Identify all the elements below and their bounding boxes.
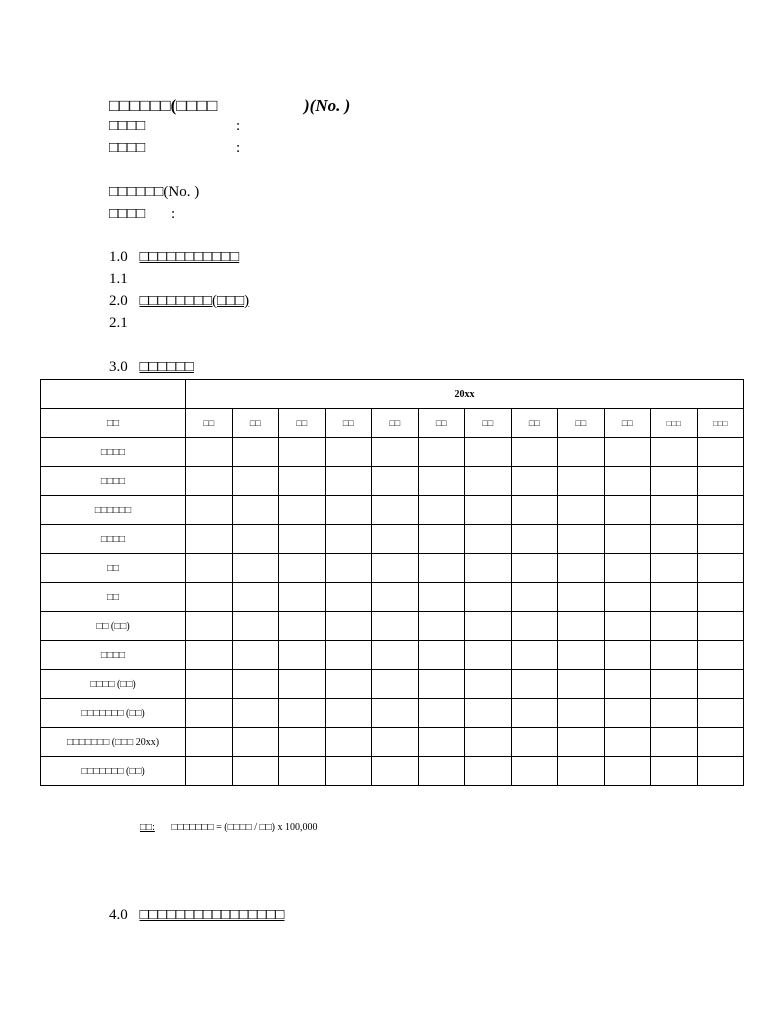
table-cell[interactable] xyxy=(651,612,698,641)
table-row-label: □□□□□□□ (□□) xyxy=(41,757,186,786)
table-row-label: □□ xyxy=(41,583,186,612)
table-cell[interactable] xyxy=(186,438,233,467)
table-cell[interactable] xyxy=(604,757,651,786)
table-cell[interactable] xyxy=(651,670,698,699)
table-cell[interactable] xyxy=(511,728,558,757)
table-cell[interactable] xyxy=(651,641,698,670)
table-row-label: □□ (□□) xyxy=(41,612,186,641)
table-cell[interactable] xyxy=(372,554,419,583)
table-row xyxy=(41,757,744,786)
table-cell[interactable] xyxy=(186,670,233,699)
table-row xyxy=(41,554,744,583)
table-cell[interactable] xyxy=(465,757,512,786)
table-cell[interactable] xyxy=(651,496,698,525)
table-cell[interactable] xyxy=(232,496,279,525)
table-cell[interactable] xyxy=(651,699,698,728)
section-number: 2.1 xyxy=(109,315,128,331)
table-cell[interactable] xyxy=(558,728,605,757)
section-number: 3.0 xyxy=(109,359,128,375)
table-cell[interactable] xyxy=(279,467,326,496)
table-row xyxy=(41,699,744,728)
table-row-label: □□□□ xyxy=(41,525,186,554)
table-row-label: □□□□ xyxy=(41,467,186,496)
table-row xyxy=(41,438,744,467)
table-month-header: □□ xyxy=(511,409,558,438)
table-cell[interactable] xyxy=(465,612,512,641)
table-month-header: □□ xyxy=(465,409,512,438)
table-cell[interactable] xyxy=(511,757,558,786)
table-cell[interactable] xyxy=(325,438,372,467)
table-cell[interactable] xyxy=(604,641,651,670)
table-cell[interactable] xyxy=(325,728,372,757)
table-cell[interactable] xyxy=(418,699,465,728)
field1-colon: : xyxy=(236,118,241,134)
table-cell[interactable] xyxy=(325,467,372,496)
section-heading: □□□□□□□□(□□□) xyxy=(139,293,250,309)
table-cell[interactable] xyxy=(186,583,233,612)
section-2-1 xyxy=(109,315,128,332)
table-cell[interactable] xyxy=(186,728,233,757)
field2-colon: : xyxy=(236,140,241,156)
section-4-0 xyxy=(109,907,284,924)
table-cell[interactable] xyxy=(558,583,605,612)
table-year-header: 20xx xyxy=(186,380,744,409)
table-cell[interactable] xyxy=(372,467,419,496)
table-cell[interactable] xyxy=(372,757,419,786)
ref-date-colon: : xyxy=(171,206,176,222)
section-heading: □□□□□□□□□□□□□□□□ xyxy=(139,907,285,923)
table-cell[interactable] xyxy=(418,757,465,786)
section-number: 1.0 xyxy=(109,249,128,265)
table-cell[interactable] xyxy=(465,438,512,467)
table-cell[interactable] xyxy=(186,496,233,525)
table-cell[interactable] xyxy=(511,670,558,699)
table-cell[interactable] xyxy=(372,496,419,525)
table-corner-label: □□ xyxy=(41,409,186,438)
table-cell[interactable] xyxy=(418,641,465,670)
table-cell[interactable] xyxy=(325,757,372,786)
table-month-header: □□ xyxy=(558,409,605,438)
table-month-header: □□ xyxy=(325,409,372,438)
table-cell[interactable] xyxy=(558,525,605,554)
table-cell[interactable] xyxy=(604,438,651,467)
table-cell[interactable] xyxy=(697,757,744,786)
table-cell[interactable] xyxy=(186,641,233,670)
table-cell[interactable] xyxy=(558,641,605,670)
table-cell[interactable] xyxy=(418,438,465,467)
table-cell[interactable] xyxy=(232,699,279,728)
table-cell[interactable] xyxy=(186,612,233,641)
table-month-header: □□ xyxy=(372,409,419,438)
table-row xyxy=(41,583,744,612)
table-cell[interactable] xyxy=(651,467,698,496)
table-cell[interactable] xyxy=(511,438,558,467)
table-cell[interactable] xyxy=(465,641,512,670)
table-month-header: □□ xyxy=(418,409,465,438)
table-cell[interactable] xyxy=(279,554,326,583)
table-cell[interactable] xyxy=(697,641,744,670)
table-year-row xyxy=(41,380,744,409)
table-cell[interactable] xyxy=(186,554,233,583)
table-cell[interactable] xyxy=(511,525,558,554)
table-cell[interactable] xyxy=(232,641,279,670)
section-number: 4.0 xyxy=(109,907,128,923)
table-cell[interactable] xyxy=(232,728,279,757)
section-number: 2.0 xyxy=(109,293,128,309)
section-1-1 xyxy=(109,271,128,288)
section-3-0 xyxy=(109,359,194,376)
form-title xyxy=(109,96,217,116)
table-row xyxy=(41,496,744,525)
section-2-0 xyxy=(109,293,249,310)
form-title-right: )(No. ) xyxy=(304,96,351,115)
table-cell[interactable] xyxy=(418,467,465,496)
table-cell[interactable] xyxy=(418,496,465,525)
table-cell[interactable] xyxy=(697,612,744,641)
table-cell[interactable] xyxy=(604,699,651,728)
table-cell[interactable] xyxy=(325,554,372,583)
table-month-header: □□□ xyxy=(697,409,744,438)
table-cell[interactable] xyxy=(465,728,512,757)
table-cell[interactable] xyxy=(232,757,279,786)
table-cell[interactable] xyxy=(697,496,744,525)
table-note xyxy=(140,822,317,833)
table-cell[interactable] xyxy=(558,757,605,786)
table-cell[interactable] xyxy=(418,670,465,699)
table-cell[interactable] xyxy=(279,496,326,525)
table-cell[interactable] xyxy=(511,496,558,525)
table-row xyxy=(41,641,744,670)
table-cell[interactable] xyxy=(465,525,512,554)
table-cell[interactable] xyxy=(558,670,605,699)
table-cell[interactable] xyxy=(697,525,744,554)
table-row-label: □□□□ (□□) xyxy=(41,670,186,699)
table-cell[interactable] xyxy=(697,467,744,496)
table-cell[interactable] xyxy=(325,525,372,554)
table-row-label: □□□□□□□ (□□□ 20xx) xyxy=(41,728,186,757)
table-cell[interactable] xyxy=(511,612,558,641)
table-cell[interactable] xyxy=(651,438,698,467)
table-cell[interactable] xyxy=(651,583,698,612)
table-cell[interactable] xyxy=(186,699,233,728)
table-cell[interactable] xyxy=(697,554,744,583)
table-cell[interactable] xyxy=(558,699,605,728)
table-cell[interactable] xyxy=(279,728,326,757)
table-cell[interactable] xyxy=(465,467,512,496)
table-cell[interactable] xyxy=(604,467,651,496)
statistics-table xyxy=(40,379,744,786)
table-cell[interactable] xyxy=(372,525,419,554)
table-cell[interactable] xyxy=(697,699,744,728)
table-row-label: □□□□ xyxy=(41,641,186,670)
table-month-header: □□ xyxy=(232,409,279,438)
table-cell[interactable] xyxy=(697,438,744,467)
table-cell[interactable] xyxy=(372,583,419,612)
table-cell[interactable] xyxy=(465,583,512,612)
table-cell[interactable] xyxy=(372,670,419,699)
table-row xyxy=(41,728,744,757)
table-cell[interactable] xyxy=(511,554,558,583)
section-heading: □□□□□□ xyxy=(139,359,194,375)
table-cell[interactable] xyxy=(465,554,512,583)
table-cell[interactable] xyxy=(604,670,651,699)
table-cell[interactable] xyxy=(372,438,419,467)
table-cell[interactable] xyxy=(232,438,279,467)
table-row-label: □□□□□□ xyxy=(41,496,186,525)
table-cell[interactable] xyxy=(325,583,372,612)
table-cell[interactable] xyxy=(651,757,698,786)
form-title-number xyxy=(304,96,350,116)
table-cell[interactable] xyxy=(418,525,465,554)
table-row xyxy=(41,525,744,554)
table-cell[interactable] xyxy=(325,699,372,728)
table-cell[interactable] xyxy=(372,612,419,641)
table-cell[interactable] xyxy=(418,728,465,757)
table-cell[interactable] xyxy=(325,641,372,670)
table-cell[interactable] xyxy=(511,699,558,728)
field1-label: □□□□ xyxy=(109,118,146,134)
table-cell[interactable] xyxy=(279,670,326,699)
table-cell[interactable] xyxy=(372,728,419,757)
table-cell[interactable] xyxy=(232,554,279,583)
table-cell[interactable] xyxy=(511,641,558,670)
table-cell[interactable] xyxy=(697,583,744,612)
field2-label: □□□□ xyxy=(109,140,146,156)
table-month-header: □□ xyxy=(604,409,651,438)
table-cell[interactable] xyxy=(232,525,279,554)
table-cell[interactable] xyxy=(558,467,605,496)
table-cell[interactable] xyxy=(325,496,372,525)
table-cell[interactable] xyxy=(418,583,465,612)
table-cell[interactable] xyxy=(279,525,326,554)
table-row xyxy=(41,670,744,699)
table-cell[interactable] xyxy=(232,670,279,699)
table-month-header: □□ xyxy=(186,409,233,438)
table-cell[interactable] xyxy=(232,583,279,612)
table-cell[interactable] xyxy=(279,612,326,641)
table-cell[interactable] xyxy=(651,728,698,757)
table-cell[interactable] xyxy=(604,583,651,612)
table-cell[interactable] xyxy=(325,612,372,641)
ref-label: □□□□□□(No. ) xyxy=(109,184,200,200)
table-cell[interactable] xyxy=(418,612,465,641)
table-cell[interactable] xyxy=(279,757,326,786)
table-cell[interactable] xyxy=(232,467,279,496)
table-cell[interactable] xyxy=(279,438,326,467)
table-row xyxy=(41,467,744,496)
table-cell[interactable] xyxy=(511,583,558,612)
table-row-label: □□□□ xyxy=(41,438,186,467)
table-cell[interactable] xyxy=(465,699,512,728)
table-cell[interactable] xyxy=(558,554,605,583)
table-corner-cell xyxy=(41,380,186,409)
table-cell[interactable] xyxy=(232,612,279,641)
table-cell[interactable] xyxy=(465,496,512,525)
table-cell[interactable] xyxy=(604,612,651,641)
note-label: □□: xyxy=(140,822,155,833)
table-cell[interactable] xyxy=(511,467,558,496)
table-cell[interactable] xyxy=(604,525,651,554)
table-cell[interactable] xyxy=(651,525,698,554)
table-cell[interactable] xyxy=(651,554,698,583)
table-row xyxy=(41,612,744,641)
section-number: 1.1 xyxy=(109,271,128,287)
table-cell[interactable] xyxy=(279,641,326,670)
table-cell[interactable] xyxy=(279,583,326,612)
table-row-label: □□ xyxy=(41,554,186,583)
table-cell[interactable] xyxy=(558,496,605,525)
table-cell[interactable] xyxy=(558,612,605,641)
table-month-header: □□□ xyxy=(651,409,698,438)
table-cell[interactable] xyxy=(186,757,233,786)
section-heading: □□□□□□□□□□□ xyxy=(139,249,240,265)
table-cell[interactable] xyxy=(604,728,651,757)
table-cell[interactable] xyxy=(186,467,233,496)
ref-date-label: □□□□ xyxy=(109,206,146,222)
table-cell[interactable] xyxy=(697,670,744,699)
table-cell[interactable] xyxy=(697,728,744,757)
table-cell[interactable] xyxy=(325,670,372,699)
form-title-left: □□□□□□(□□□□ xyxy=(109,96,218,115)
table-row-label: □□□□□□□ (□□) xyxy=(41,699,186,728)
table-month-row xyxy=(41,409,744,438)
table-month-header: □□ xyxy=(279,409,326,438)
note-text: □□□□□□□ = (□□□□ / □□) x 100,000 xyxy=(171,822,318,833)
table-cell[interactable] xyxy=(558,438,605,467)
section-1-0 xyxy=(109,249,239,266)
table-cell[interactable] xyxy=(186,525,233,554)
table-cell[interactable] xyxy=(279,699,326,728)
table-cell[interactable] xyxy=(604,496,651,525)
table-cell[interactable] xyxy=(465,670,512,699)
table-cell[interactable] xyxy=(372,699,419,728)
table-cell[interactable] xyxy=(372,641,419,670)
table-cell[interactable] xyxy=(418,554,465,583)
table-cell[interactable] xyxy=(604,554,651,583)
